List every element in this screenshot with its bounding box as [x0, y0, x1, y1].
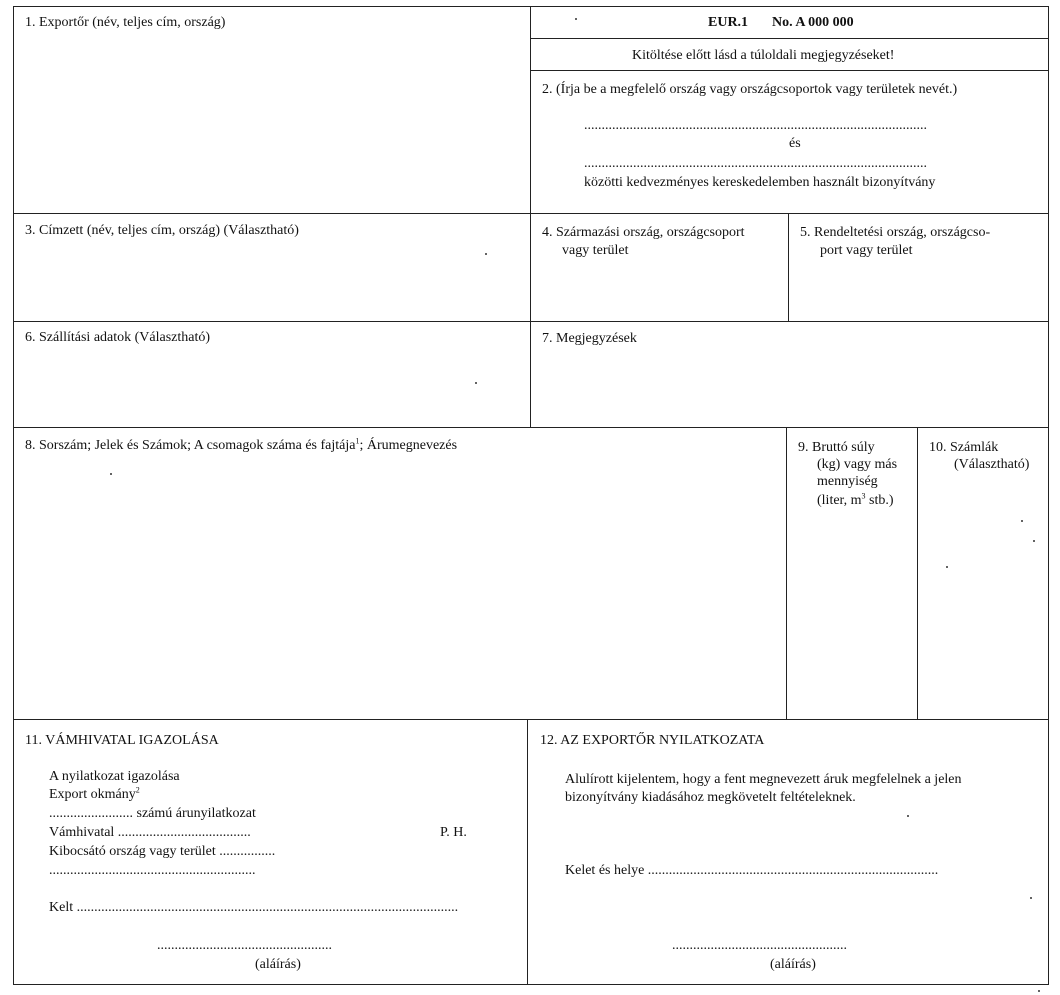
box12-signature-label: (aláírás): [770, 957, 816, 972]
form-title: EUR.1: [708, 15, 749, 30]
box11-stamp-label: P. H.: [440, 825, 467, 840]
box11-export-doc: Export okmány: [49, 787, 136, 802]
box9-footnote-3: 3: [861, 491, 866, 501]
scan-speck: [110, 473, 112, 475]
form-notice: Kitöltése előtt lásd a túloldali megjegyzéseket!: [632, 48, 895, 63]
divider-row3: [13, 427, 1049, 428]
scan-speck: [1033, 540, 1035, 542]
scan-speck: [1021, 520, 1023, 522]
box11-signature-dots: ..................................................: [157, 938, 332, 953]
box4-label-2: vagy terület: [562, 243, 629, 258]
box8-footnote-1: 1: [355, 436, 360, 446]
box8-label-b: ; Árumegnevezés: [359, 438, 458, 453]
divider-header-b: [530, 70, 1049, 71]
box5-label-2: port vagy terület: [820, 243, 913, 258]
box8-label-a: 8. Sorszám; Jelek és Számok; A csomagok száma és fajtája: [25, 438, 356, 453]
box11-title: 11. VÁMHIVATAL IGAZOLÁSA: [25, 733, 219, 748]
divider-row1: [13, 213, 1049, 214]
box11-line-2: [49, 786, 140, 803]
box11-line-4: Vámhivatal ......................................: [49, 825, 251, 840]
box9-line-4b: stb.): [865, 493, 894, 508]
box10-line-2: (Választható): [954, 457, 1030, 472]
scan-speck: [907, 815, 909, 817]
box12-date-place-line: Kelet és helye ...................................................................................: [565, 863, 939, 878]
box2-caption: közötti kedvezményes kereskedelemben használt bizonyítvány: [584, 175, 936, 190]
form-number: No. A 000 000: [772, 15, 854, 30]
box9-line-4a: (liter, m: [817, 493, 862, 508]
box11-footnote-2: 2: [135, 785, 140, 795]
divider-col-45: [788, 213, 789, 321]
box10-line-1: 10. Számlák: [929, 440, 999, 455]
divider-header-a: [530, 38, 1049, 39]
box11-line-1: A nyilatkozat igazolása: [49, 769, 180, 784]
box11-signature-label: (aláírás): [255, 957, 301, 972]
box8-label: [25, 437, 457, 454]
box2-dots-1: ..................................................................................................: [584, 118, 927, 133]
box2-label: 2. (Írja be a megfelelő ország vagy országcsoportok vagy területek nevét.): [542, 82, 958, 97]
scan-speck: [575, 18, 577, 20]
box2-dots-2: ..................................................................................................: [584, 156, 927, 171]
box9-line-1: 9. Bruttó súly: [798, 440, 875, 455]
box11-date-line: Kelt .............................................................................................................: [49, 900, 459, 915]
divider-col-8-9: [786, 427, 787, 719]
box6-label: 6. Szállítási adatok (Választható): [25, 330, 211, 345]
box12-text-1: Alulírott kijelentem, hogy a fent megnevezett áruk megfelelnek a jelen: [565, 772, 962, 787]
box2-and: és: [789, 136, 801, 151]
divider-row4: [13, 719, 1049, 720]
box11-line-3: ........................ számú árunyilatkozat: [49, 806, 256, 821]
divider-col-9-10: [917, 427, 918, 719]
box11-line-5: Kibocsátó ország vagy terület ................: [49, 844, 276, 859]
box3-label: 3. Címzett (név, teljes cím, ország) (Választható): [25, 223, 299, 238]
box9-line-4: [817, 492, 894, 509]
box9-line-2: (kg) vagy más: [817, 457, 898, 472]
divider-col-11-12: [527, 719, 528, 985]
box9-line-3: mennyiség: [817, 474, 878, 489]
box1-label: 1. Exportőr (név, teljes cím, ország): [25, 15, 226, 30]
divider-col-main: [530, 6, 531, 427]
box7-label: 7. Megjegyzések: [542, 331, 637, 346]
divider-row2: [13, 321, 1049, 322]
box5-label-1: 5. Rendeltetési ország, országcso-: [800, 225, 991, 240]
scan-speck: [475, 382, 477, 384]
box11-line-6: ...........................................................: [49, 863, 256, 878]
box12-signature-dots: ..................................................: [672, 938, 847, 953]
box4-label-1: 4. Származási ország, országcsoport: [542, 225, 745, 240]
box12-title: 12. AZ EXPORTŐR NYILATKOZATA: [540, 733, 765, 748]
scan-speck: [1038, 990, 1040, 992]
scan-speck: [946, 566, 948, 568]
scan-speck: [1030, 897, 1032, 899]
scan-speck: [485, 253, 487, 255]
box12-text-2: bizonyítvány kiadásához megkövetelt feltételeknek.: [565, 790, 856, 805]
